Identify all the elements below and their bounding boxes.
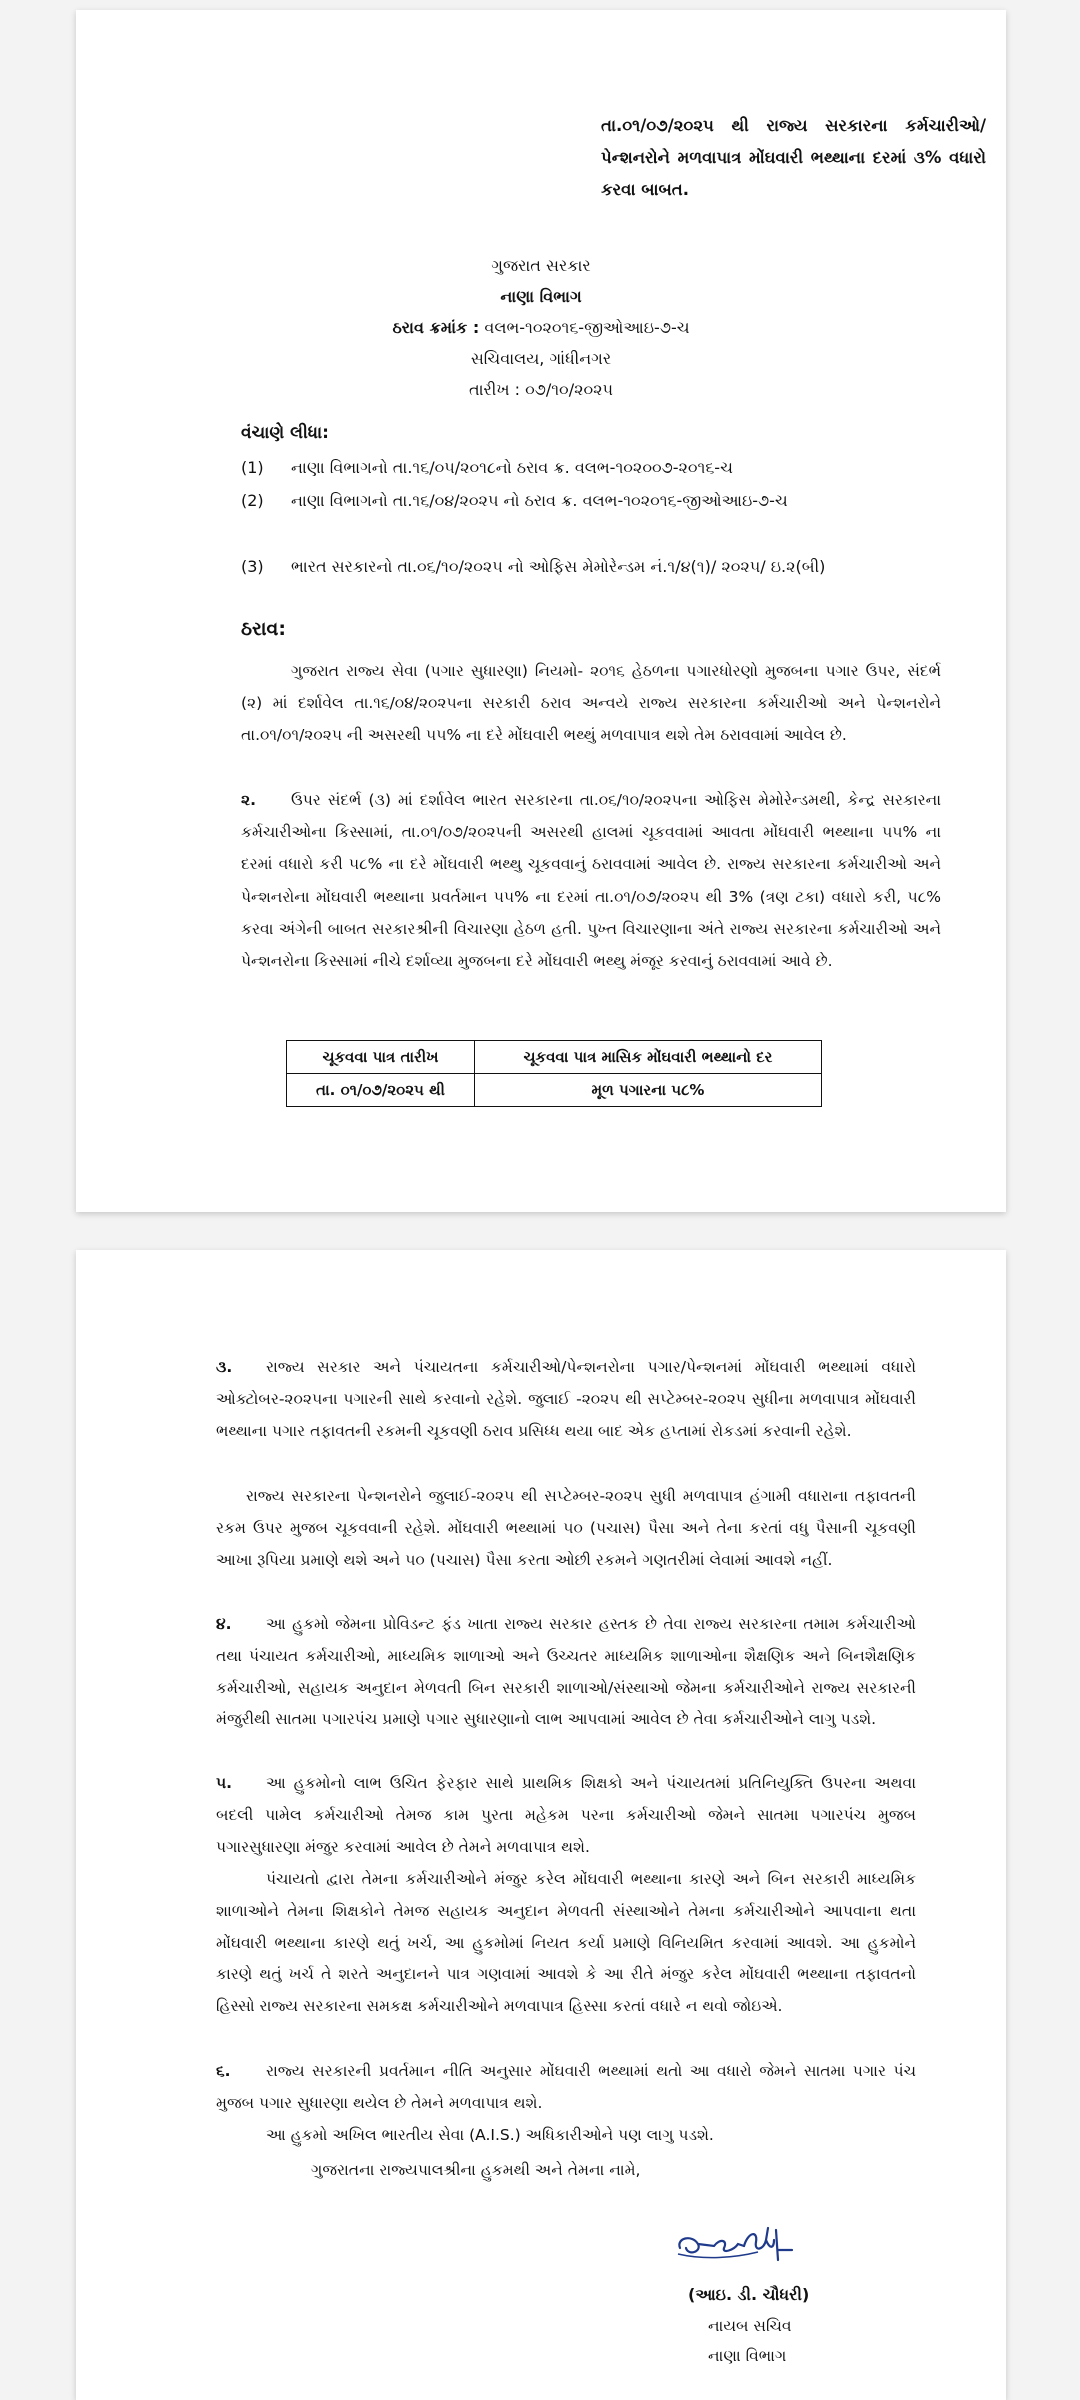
reference-text: નાણા વિભાગનો તા.૧૬/૦૫/૨૦૧૮નો ઠરાવ ક્ર. વલભ-૧૦૨૦૦૭-૨૦૧૬-ચ bbox=[291, 458, 733, 477]
reference-text: નાણા વિભાગનો તા.૧૬/૦૪/૨૦૨૫ નો ઠરાવ ક્ર. વલભ-૧૦૨૦૧૬-જીઓઆઇ-૭-ચ bbox=[291, 491, 788, 510]
document-header bbox=[76, 250, 1006, 405]
resolution-title: ઠરાવ: bbox=[241, 618, 286, 640]
table-header: ચૂકવવા પાત્ર તારીખ bbox=[287, 1041, 475, 1074]
govt-name: ગુજરાત સરકાર bbox=[491, 256, 591, 275]
paragraph-text: આ હુકમો જેમના પ્રોવિડન્ટ ફંડ ખાતા રાજ્ય સરકાર હસ્તક છે તેવા રાજ્ય સરકારના તમામ કર્મચારીઓ તથા પંચાયત કર્મચારીઓ, માધ્યમિક શાળાઓ અને ઉચ્ચતર માધ્યમિક શાળાઓના શૈક્ષણિક અને બિનશૈક્ષણિક કર્મચારીઓ, સહાયક અનુદાન મેળવતી બિન સરકારી શાળાઓ/સંસ્થાઓ જેમના કર્મચારીઓને રાજ્ય સરકારની મંજુરીથી સાતમા પગારપંચ પ્રમાણે પગાર સુધારણાનો લાભ આપવામાં આવેલ છે તેવા કર્મચારીઓને લાગુ પડશે. bbox=[216, 1615, 916, 1729]
ais-line: આ હુકમો અખિલ ભારતીય સેવા (A.I.S.) અધિકારીઓને પણ લાગુ પડશે. bbox=[266, 2126, 714, 2144]
paragraph-text: રાજ્ય સરકાર અને પંચાયતના કર્મચારીઓ/પેન્શનરોના પગાર/પેન્શનમાં મોંઘવારી ભથ્થામાં વધારો ઓક્ટોબર-૨૦૨૫ના પગારની સાથે કરવાનો રહેશે. જુલાઈ -૨૦૨૫ થી સપ્ટેમ્બર-૨૦૨૫ સુધીના મળવાપાત્ર મોંઘવારી ભથ્થાના પગાર તફાવતની રકમની ચૂકવણી ઠરાવ પ્રસિધ્ધ થયા બાદ એક હપ્તામાં રોકડમાં કરવાની રહેશે. bbox=[216, 1358, 916, 1440]
paragraph-4 bbox=[216, 1609, 916, 1736]
reference-number: (1) bbox=[241, 458, 264, 477]
da-rate-table bbox=[286, 1040, 822, 1107]
paragraph-5b: પંચાયતો દ્વારા તેમના કર્મચારીઓને મંજુર કરેલ મોંઘવારી ભથ્થાના કારણે અને બિન સરકારી માધ્યમિક શાળાઓને તેમના શિક્ષકોને તેમજ સહાયક અનુદાન મેળવતી સંસ્થાઓને તેમના કર્મચારીઓને આપવાના થતા મોંઘવારી ભથ્થાના કારણે થતું ખર્ચ, આ હુકમોમાં નિયત કર્યા પ્રમાણે વિનિયમિત કરવામાં આવશે. આ હુકમોને કારણે થતું ખર્ચ તે શરતે અનુદાનને પાત્ર ગણવામાં આવશે કે આ રીતે મંજુર કરેલ મોંઘવારી ભથ્થાના તફાવતનો હિસ્સો રાજ્ય સરકારના સમકક્ષ કર્મચારીઓને મળવાપાત્ર હિસ્સા કરતાં વધારે ન થવો જોઇએ. bbox=[216, 1870, 916, 2016]
paragraph-1: ગુજરાત રાજ્ય સેવા (પગાર સુધારણા) નિયમો- ૨૦૧૬ હેઠળના પગારધોરણો મુજબના પગાર ઉપર, સંદર્ભ (૨) માં દર્શાવેલ તા.૧૬/૦૪/૨૦૨૫ના સરકારી ઠરાવ અન્વયે રાજ્ય સરકારના કર્મચારીઓ અને પેન્શનરોને તા.૦૧/૦૧/૨૦૨૫ ની અસરથી ૫૫% ના દરે મોંઘવારી ભથ્થું મળવાપાત્ર થશે તેમ ઠરાવવામાં આવેલ છે. bbox=[241, 662, 941, 745]
document-page-1 bbox=[76, 10, 1006, 1212]
reference-number: (3) bbox=[241, 557, 264, 576]
governor-order-line: ગુજરાતના રાજ્યપાલશ્રીના હુકમથી અને તેમના નામે, bbox=[311, 2161, 641, 2179]
resolution-label: ઠરાવ ક્રમાંક : bbox=[392, 318, 480, 337]
paragraph-text: રાજ્ય સરકારની પ્રવર્તમાન નીતિ અનુસાર મોંઘવારી ભથ્થામાં થતો આ વધારો જેમને સાતમા પગાર પંચ મુજબ પગાર સુધારણા થયેલ છે તેમને મળવાપાત્ર થશે. bbox=[216, 2062, 916, 2112]
paragraph-5 bbox=[216, 1768, 916, 1863]
paragraph-6 bbox=[216, 2056, 916, 2120]
paragraph-3 bbox=[216, 1352, 916, 1447]
reference-1 bbox=[241, 451, 941, 484]
paragraph-number: ૩. bbox=[216, 1358, 233, 1376]
resolution-number bbox=[76, 312, 1006, 343]
table-cell: તા. ૦૧/૦૭/૨૦૨૫ થી bbox=[287, 1074, 475, 1107]
reference-2 bbox=[241, 484, 941, 517]
dept-name: નાણા વિભાગ bbox=[500, 287, 582, 306]
paragraph-number: ૪. bbox=[216, 1615, 232, 1633]
signatory-name: (આઇ. ડી. ચૌધરી) bbox=[688, 2285, 810, 2304]
paragraph-number: ૫. bbox=[216, 1774, 233, 1792]
table-row bbox=[287, 1074, 822, 1107]
resolution-value: વલભ-૧૦૨૦૧૬-જીઓઆઇ-૭-ચ bbox=[484, 318, 690, 337]
signatory-title: નાયબ સચિવ bbox=[708, 2317, 792, 2335]
paragraph-number: ૨. bbox=[241, 791, 256, 809]
reference-number: (2) bbox=[241, 491, 264, 510]
paragraph-2 bbox=[241, 784, 941, 977]
paragraph-text: આ હુકમોનો લાભ ઉચિત ફેરફાર સાથે પ્રાથમિક શિક્ષકો અને પંચાયતમાં પ્રતિનિયુક્તિ ઉપરના અથવા બદલી પામેલ કર્મચારીઓ તેમજ કામ પુરતા મહેકમ પરના કર્મચારીઓ જેમને સાતમા પગારપંચ મુજબ પગારસુધારણા મંજુર કરવામાં આવેલ છે તેમને મળવાપાત્ર થશે. bbox=[216, 1774, 916, 1856]
paragraph-number: ૬. bbox=[216, 2062, 231, 2080]
signature-image bbox=[674, 2220, 794, 2270]
reference-3 bbox=[241, 550, 941, 583]
read-title: વંચાણે લીધા: bbox=[241, 423, 329, 443]
subject-line: તા.૦૧/૦૭/૨૦૨૫ થી રાજ્ય સરકારના કર્મચારીઓ/પેન્શનરોને મળવાપાત્ર મોંઘવારી ભથ્થાના દરમાં ૩% વધારો કરવા બાબત. bbox=[601, 116, 986, 199]
signatory-dept: નાણા વિભાગ bbox=[708, 2347, 787, 2365]
paragraph-3b: રાજ્ય સરકારના પેન્શનરોને જુલાઈ-૨૦૨૫ થી સપ્ટેમ્બર-૨૦૨૫ સુધી મળવાપાત્ર હંગામી વધારાના તફાવતની રકમ ઉપર મુજબ ચૂકવવાની રહેશે. મોંઘવારી ભથ્થામાં ૫૦ (પચાસ) પૈસા અને તેના કરતાં વધુ પૈસાની ચૂકવણી આખા રૂપિયા પ્રમાણે થશે અને ૫૦ (પચાસ) પૈસા કરતા ઓછી રકમને ગણતરીમાં લેવામાં આવશે નહીં. bbox=[216, 1487, 916, 1569]
paragraph-text: ઉપર સંદર્ભ (૩) માં દર્શાવેલ ભારત સરકારના તા.૦૬/૧૦/૨૦૨૫ના ઓફિસ મેમોરેન્ડમથી, કેન્દ્ર સરકારના કર્મચારીઓના કિસ્સામાં, તા.૦૧/૦૭/૨૦૨૫ની અસરથી હાલમાં ચૂકવવામાં આવતા મોંઘવારી ભથ્થાના ૫૫% ના દરમાં વધારો કરી ૫૮% ના દરે મોંઘવારી ભથ્થુ ચૂકવવાનું ઠરાવવામાં આવેલ છે. રાજ્ય સરકારના કર્મચારીઓ અને પેન્શનરોના મોંઘવારી ભથ્થાના પ્રવર્તમાન ૫૫% ના દરમાં તા.૦૧/૦૭/૨૦૨૫ થી 3% (ત્રણ ટકા) વધારો કરી, ૫૮% કરવા અંગેની બાબત સરકારશ્રીની વિચારણા હેઠળ હતી. પુખ્ત વિચારણાના અંતે રાજ્ય સરકારના કર્મચારીઓ અને પેન્શનરોના કિસ્સામાં નીચે દર્શાવ્યા મુજબના દરે મોંઘવારી ભથ્થુ મંજૂર કરવાનું ઠરાવવામાં આવે છે. bbox=[241, 791, 941, 971]
resolution-date: તારીખ : ૦૭/૧૦/૨૦૨૫ bbox=[468, 380, 614, 399]
document-page-2 bbox=[76, 1250, 1006, 2400]
place: સચિવાલય, ગાંધીનગર bbox=[470, 349, 612, 368]
table-cell: મૂળ પગારના ૫૮% bbox=[474, 1074, 821, 1107]
table-header-row bbox=[287, 1041, 822, 1074]
table-header: ચૂકવવા પાત્ર માસિક મોંઘવારી ભથ્થાનો દર bbox=[474, 1041, 821, 1074]
reference-text: ભારત સરકારનો તા.૦૬/૧૦/૨૦૨૫ નો ઓફિસ મેમોરેન્ડમ નં.૧/૪(૧)/ ૨૦૨૫/ ઇ.૨(બી) bbox=[291, 557, 826, 576]
